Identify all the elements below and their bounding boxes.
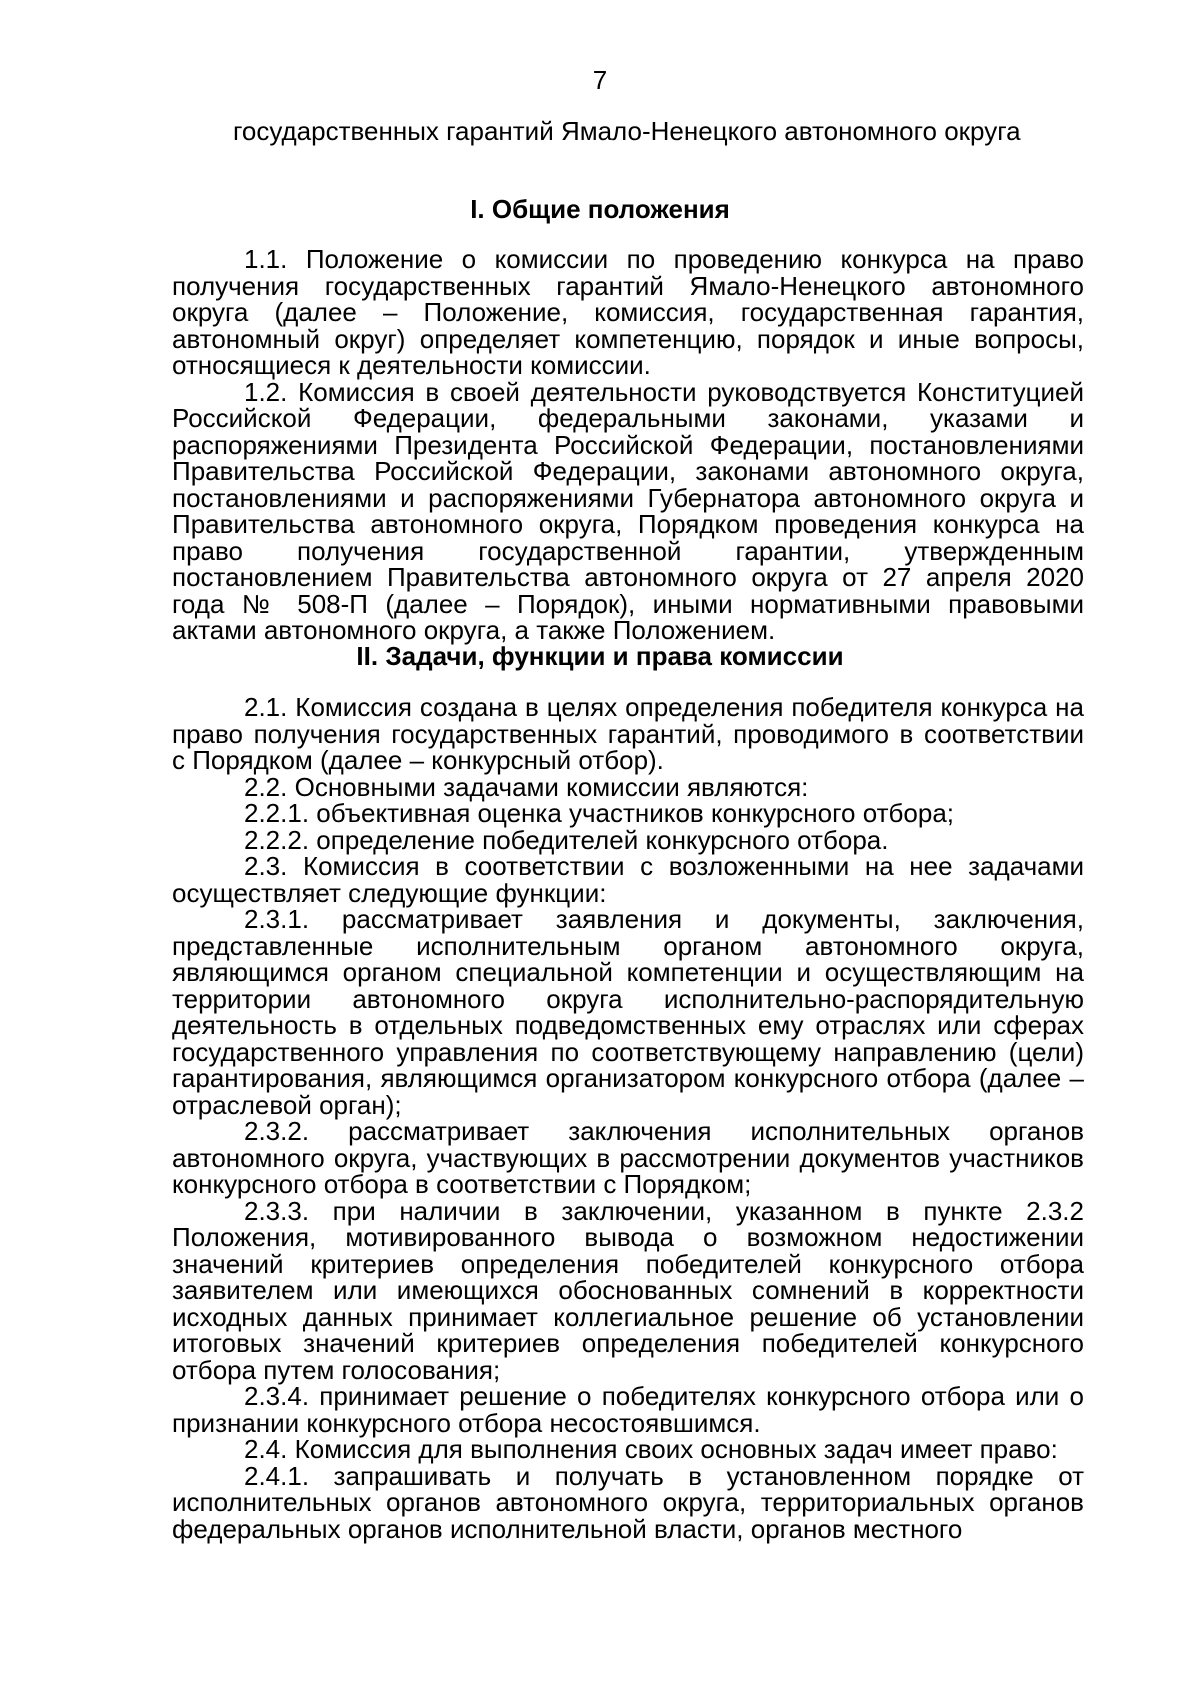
paragraph-1-1: 1.1. Положение о комиссии по проведению конкурса на право получения государственных гарантий Ямало-Ненецкого автономного округа (далее – Положение, комиссия, государственная гарантия, автономный округ) определяет компетенцию, порядок и иные вопросы, относящиеся к деятельности комиссии.: [172, 244, 1084, 380]
paragraph-1-2: 1.2. Комиссия в своей деятельности руководствуется Конституцией Российской Федерации, федеральными законами, указами и распоряжениями Президента Российской Федерации, постановлениями Правительства Российской Федерации, законами автономного округа, постановлениями и распоряжениями Губернатора автономного округа и Правительства автономного округа, Порядком проведения конкурса на право получения государственной гарантии, утвержденным постановлением Правительства автономного округа от 27 апреля 2020 года № 508-П (далее – Порядок), иными нормативными правовыми актами автономного округа, а также Положением.: [172, 376, 1084, 645]
section-general-provisions: [172, 246, 1084, 644]
section-heading-tasks-functions-rights: II. Задачи, функции и права комиссии: [356, 641, 844, 671]
page-number: 7: [592, 65, 608, 95]
paragraph-2-1: 2.1. Комиссия создана в целях определения победителя конкурса на право получения государственных гарантий, проводимого в соответствии с Порядком (далее – конкурсный отбор).: [172, 692, 1084, 775]
section-heading-general-provisions: I. Общие положения: [470, 194, 730, 224]
paragraph-2-3-4: 2.3.4. принимает решение о победителях конкурсного отбора или о признании конкурсного отбора несостоявшимся.: [172, 1381, 1084, 1438]
paragraph-2-3: 2.3. Комиссия в соответствии с возложенными на нее задачами осуществляет следующие функции:: [172, 851, 1084, 908]
paragraph-2-4: 2.4. Комиссия для выполнения своих основных задач имеет право:: [244, 1434, 1058, 1464]
section-tasks-functions-rights: [172, 694, 1084, 1542]
paragraph-2-3-2: 2.3.2. рассматривает заключения исполнительных органов автономного округа, участвующих в рассмотрении документов участников конкурсного отбора в соответствии с Порядком;: [172, 1116, 1084, 1199]
paragraph-2-2-1: 2.2.1. объективная оценка участников конкурсного отбора;: [244, 798, 954, 828]
paragraph-2-2: 2.2. Основными задачами комиссии являются:: [244, 771, 809, 802]
continuation-line: государственных гарантий Ямало-Ненецкого автономного округа: [233, 116, 1021, 146]
paragraph-2-3-1: 2.3.1. рассматривает заявления и документы, заключения, представленные исполнительным органом автономного округа, являющимся органом специальной компетенции и осуществляющим на территории автономного округа исполнительно-распорядительную деятельность в отдельных подведомственных ему отраслях или сферах государственного управления по соответствующему направлению (цели) гарантирования, являющимся организатором конкурсного отбора (далее – отраслевой орган);: [172, 904, 1084, 1120]
paragraph-2-2-2: 2.2.2. определение победителей конкурсного отбора.: [244, 824, 889, 855]
paragraph-2-4-1: 2.4.1. запрашивать и получать в установленном порядке от исполнительных органов автономного округа, территориальных органов федеральных органов исполнительной власти, органов местного: [172, 1460, 1084, 1544]
paragraph-2-3-3: 2.3.3. при наличии в заключении, указанном в пункте 2.3.2 Положения, мотивированного вывода о возможном недостижении значений критериев определения победителей конкурсного отбора заявителем или имеющихся обоснованных сомнений в корректности исходных данных принимает коллегиальное решение об установлении итоговых значений критериев определения победителей конкурсного отбора путем голосования;: [172, 1195, 1084, 1385]
